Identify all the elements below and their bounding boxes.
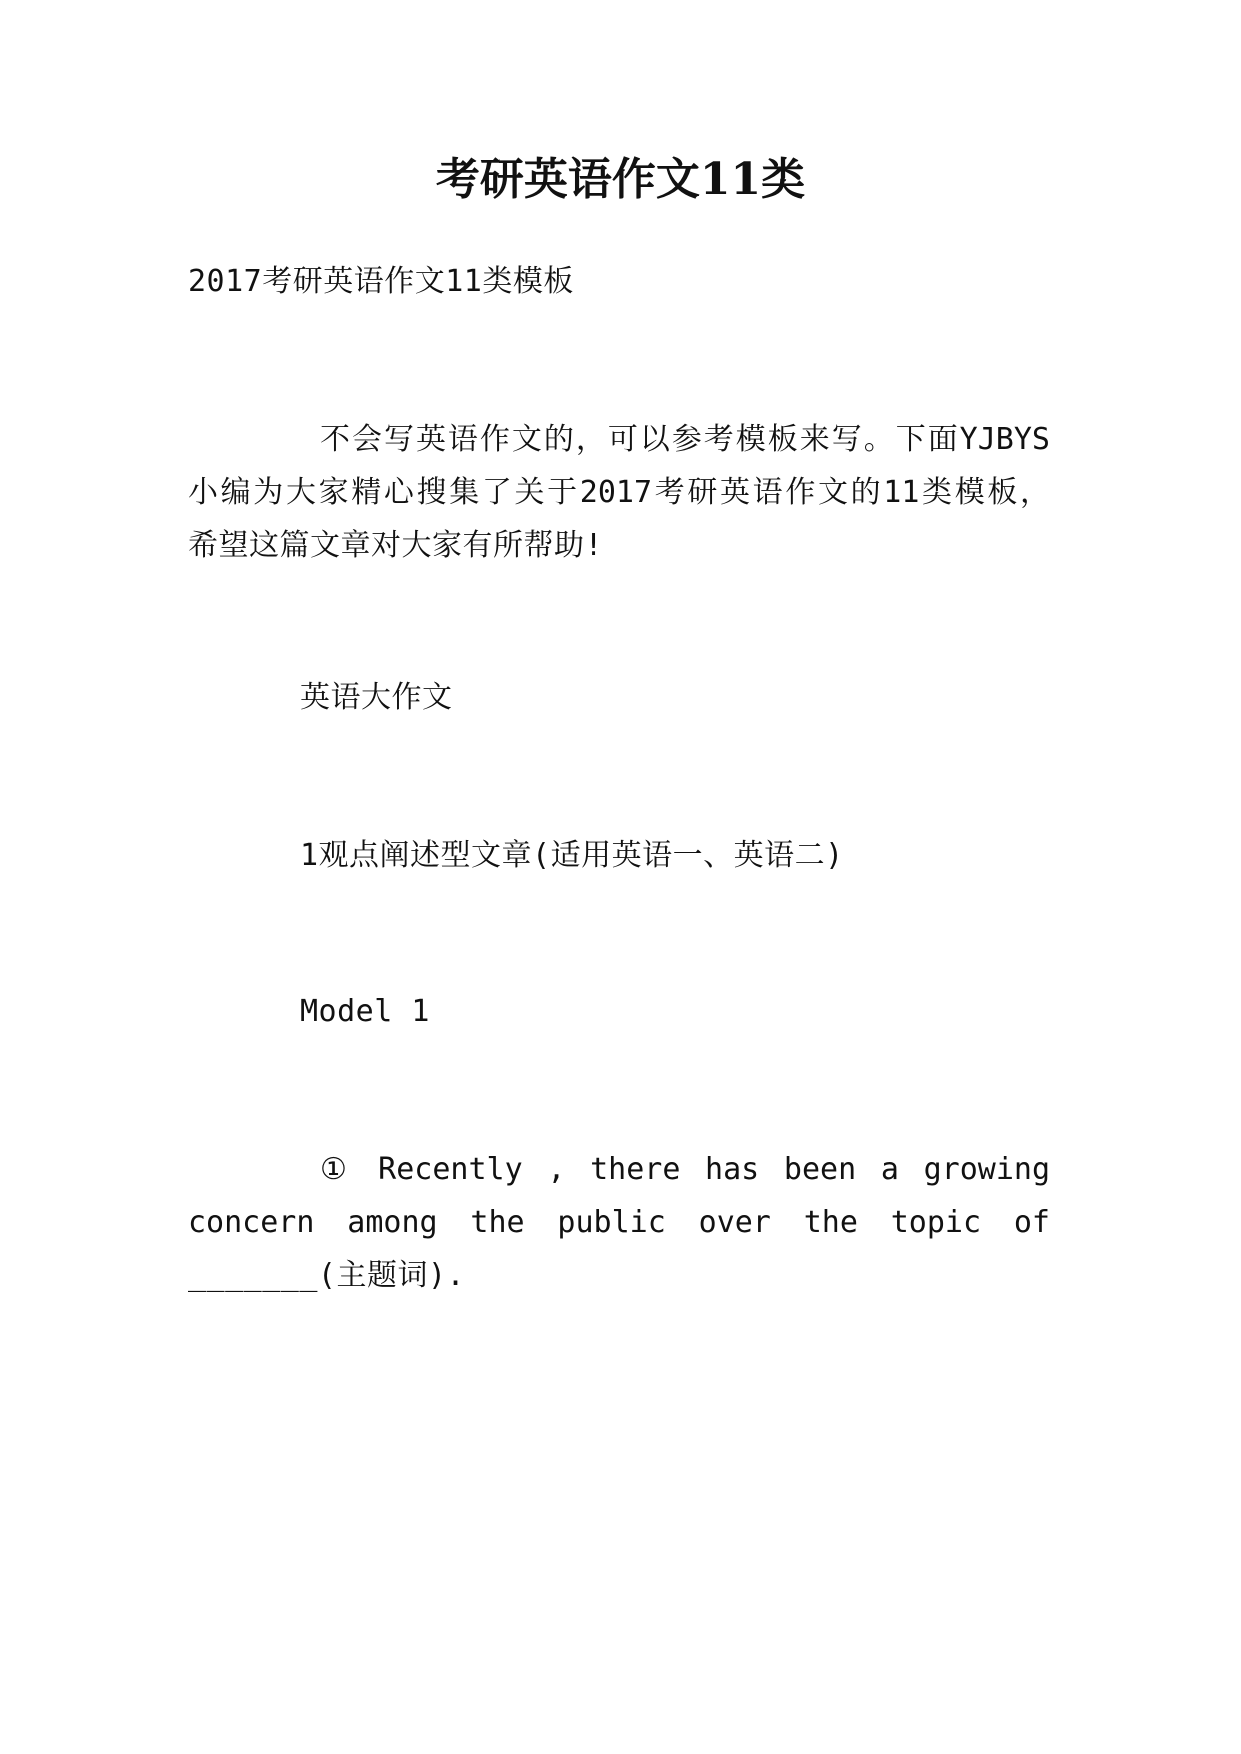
category-heading: 1观点阐述型文章(适用英语一、英语二) <box>300 838 844 873</box>
document-subtitle: 2017考研英语作文11类模板 <box>188 264 574 299</box>
sentence-1-line-2: concern among the public over the topic of <box>188 1205 1050 1240</box>
model-label: Model 1 <box>300 994 430 1029</box>
sentence-1-line-1: ① Recently , there has been a growing <box>320 1152 1050 1187</box>
intro-line-1: 不会写英语作文的，可以参考模板来写。下面YJBYS <box>320 422 1050 457</box>
intro-line-3: 希望这篇文章对大家有所帮助! <box>188 528 604 563</box>
section-heading: 英语大作文 <box>300 680 453 715</box>
document-title: 考研英语作文11类 <box>435 154 806 205</box>
intro-line-2: 小编为大家精心搜集了关于2017考研英语作文的11类模板， <box>188 475 1050 510</box>
sentence-1-line-3: _______(主题词). <box>188 1258 466 1293</box>
